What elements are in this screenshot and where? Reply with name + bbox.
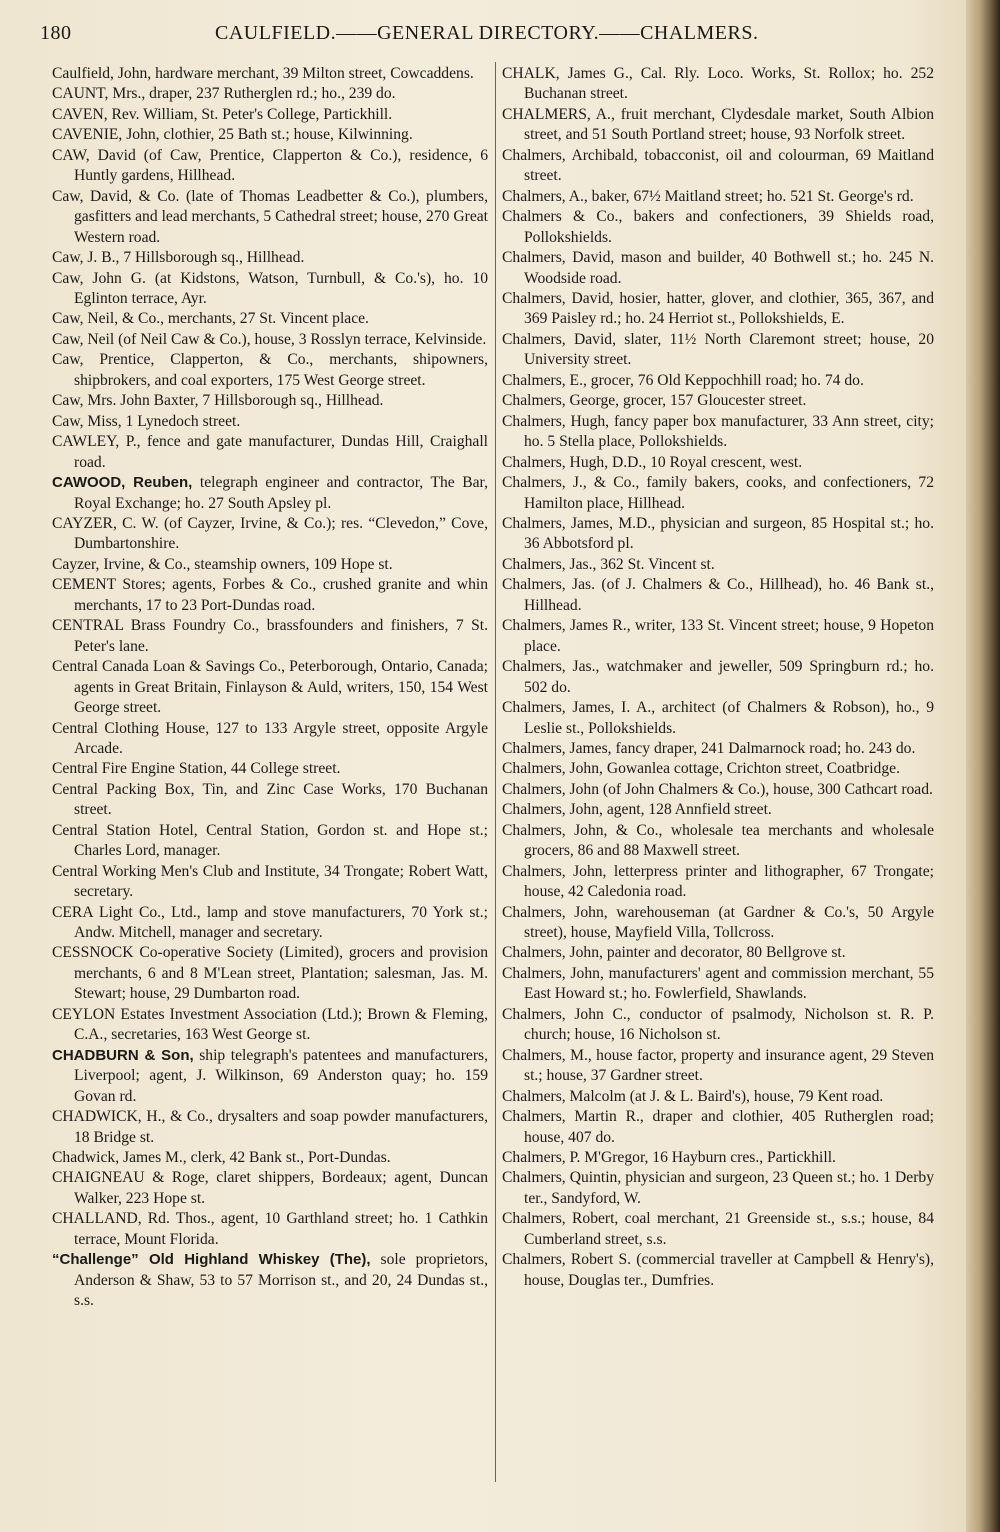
directory-entry	[502, 473, 934, 514]
entry-text: ship telegraph's patentees and manufacturers, Liverpool; agent, J. Wilkinson, 69 Anderston quay; ho. 159 Govan rd.	[74, 1046, 488, 1105]
entry-text: Central Canada Loan & Savings Co., Peterborough, Ontario, Canada; agents in Great Britain, Finlayson & Auld, writers, 150, 154 West George street.	[52, 658, 488, 717]
entry-text: Caw, Mrs. John Baxter, 7 Hillsborough sq., Hillhead.	[52, 392, 384, 410]
directory-entry	[502, 1107, 934, 1148]
entry-text: CERA Light Co., Ltd., lamp and stove manufacturers, 70 York st.; Andw. Mitchell, manager and secretary.	[52, 903, 488, 942]
directory-entry	[52, 555, 488, 575]
directory-entry	[52, 391, 488, 411]
directory-entry	[52, 1148, 488, 1168]
directory-entry	[52, 821, 488, 862]
entry-text: Caw, Prentice, Clapperton, & Co., merchants, shipowners, shipbrokers, and coal exporters, 175 West George street.	[52, 351, 488, 389]
directory-entry	[52, 412, 488, 432]
directory-entry	[52, 269, 488, 310]
left-column	[52, 64, 488, 1312]
entry-text: Chalmers, John, & Co., wholesale tea merchants and wholesale grocers, 86 and 88 Maxwell street.	[502, 821, 934, 860]
entry-text: Chalmers, James R., writer, 133 St. Vincent street; house, 9 Hopeton place.	[502, 617, 934, 655]
entry-text: Caw, J. B., 7 Hillsborough sq., Hillhead.	[52, 249, 305, 267]
directory-entry	[52, 473, 488, 514]
directory-entry	[52, 657, 488, 718]
directory-entry	[502, 1046, 934, 1087]
entry-text: Chalmers, John C., conductor of psalmody, Nicholson st. R. P. church; house, 16 Nicholson st.	[502, 1005, 934, 1044]
entry-text: Cayzer, Irvine, & Co., steamship owners, 109 Hope st.	[52, 555, 393, 573]
right-column	[502, 64, 934, 1291]
book-spine-shadow	[966, 0, 1000, 1532]
entry-text: Caw, David, & Co. (late of Thomas Leadbetter & Co.), plumbers, gasfitters and lead merchants, 5 Cathedral street; house, 270 Great Western road.	[52, 187, 488, 246]
entry-text: CENTRAL Brass Foundry Co., brassfounders and finishers, 7 St. Peter's lane.	[52, 617, 488, 655]
directory-entry	[502, 64, 934, 105]
entry-text: Chalmers, Malcolm (at J. & L. Baird's), house, 79 Kent road.	[502, 1087, 884, 1105]
entry-text: CAUNT, Mrs., draper, 237 Rutherglen rd.; ho., 239 do.	[52, 85, 396, 103]
directory-entry	[502, 862, 934, 903]
page-header	[40, 22, 960, 52]
directory-entry	[502, 800, 934, 820]
entry-text: Chalmers, Robert, coal merchant, 21 Greenside st., s.s.; house, 84 Cumberland street, s.s.	[502, 1210, 934, 1248]
entry-text: Chalmers, Jas., 362 St. Vincent st.	[502, 555, 715, 573]
entry-text: Chalmers, John, manufacturers' agent and commission merchant, 55 East Howard st.; ho. Fowlerfield, Shawlands.	[502, 964, 934, 1003]
directory-entry	[52, 719, 488, 760]
directory-entry	[502, 187, 934, 207]
entry-text: Chalmers, Robert S. (commercial traveller at Campbell & Henry's), house, Douglas ter., Dumfries.	[502, 1251, 934, 1289]
entry-text: CAYZER, C. W. (of Cayzer, Irvine, & Co.); res. “Clevedon,” Cove, Dumbartonshire.	[52, 514, 488, 553]
directory-entry	[502, 391, 934, 411]
directory-entry	[502, 453, 934, 473]
directory-entry	[502, 1087, 934, 1107]
entry-bold-name: “Challenge” Old Highland Whiskey (The),	[52, 1251, 371, 1269]
directory-entry	[52, 1107, 488, 1148]
directory-entry	[502, 657, 934, 698]
entry-text: sole proprietors, Anderson & Shaw, 53 to 57 Morrison st., and 20, 24 Dundas st., s.s.	[74, 1251, 488, 1310]
entry-text: Central Working Men's Club and Institute, 34 Trongate; Robert Watt, secretary.	[52, 862, 488, 901]
entry-text: Chalmers, James, I. A., architect (of Chalmers & Robson), ho., 9 Leslie st., Pollokshields.	[502, 699, 934, 737]
directory-entry	[52, 1005, 488, 1046]
directory-entry	[52, 248, 488, 268]
running-head: CAULFIELD.——GENERAL DIRECTORY.——CHALMERS.	[215, 22, 759, 44]
directory-entry	[502, 964, 934, 1005]
directory-entry	[52, 862, 488, 903]
directory-entry	[52, 146, 488, 187]
entry-text: Chalmers, John, letterpress printer and lithographer, 67 Trongate; house, 42 Caledonia road.	[502, 862, 934, 901]
directory-entry	[52, 187, 488, 248]
entry-text: Chalmers, James, fancy draper, 241 Dalmarnock road; ho. 243 do.	[502, 739, 916, 757]
entry-text: Chalmers, James, M.D., physician and surgeon, 85 Hospital st.; ho. 36 Abbotsford pl.	[502, 514, 934, 553]
entry-text: Caw, Miss, 1 Lynedoch street.	[52, 412, 241, 430]
directory-entry	[502, 555, 934, 575]
entry-text: Chalmers, John, painter and decorator, 80 Bellgrove st.	[502, 944, 846, 962]
entry-text: CAW, David (of Caw, Prentice, Clapperton & Co.), residence, 6 Huntly gardens, Hillhead.	[52, 146, 488, 185]
entry-text: Central Packing Box, Tin, and Zinc Case Works, 170 Buchanan street.	[52, 780, 488, 819]
page-number: 180	[40, 22, 72, 44]
directory-entry	[52, 1168, 488, 1209]
entry-text: Chalmers, Martin R., draper and clothier, 405 Rutherglen road; house, 407 do.	[502, 1108, 934, 1146]
directory-entry	[502, 1209, 934, 1250]
entry-text: Chalmers, Hugh, fancy paper box manufacturer, 33 Ann street, city; ho. 5 Stella place, Pollokshields.	[502, 412, 934, 451]
directory-entry	[502, 759, 934, 779]
entry-text: Chalmers, Quintin, physician and surgeon, 23 Queen st.; ho. 1 Derby ter., Sandyford, W.	[502, 1169, 934, 1207]
entry-text: Caw, John G. (at Kidstons, Watson, Turnbull, & Co.'s), ho. 10 Eglinton terrace, Ayr.	[52, 269, 488, 307]
directory-entry	[52, 1046, 488, 1107]
entry-text: CHALMERS, A., fruit merchant, Clydesdale market, South Albion street, and 51 South Portland street; house, 93 Norfolk street.	[502, 105, 934, 144]
entry-text: CHAIGNEAU & Roge, claret shippers, Bordeaux; agent, Duncan Walker, 223 Hope st.	[52, 1169, 488, 1207]
entry-text: Chalmers, E., grocer, 76 Old Keppochhill road; ho. 74 do.	[502, 371, 864, 389]
directory-entry	[52, 330, 488, 350]
directory-entry	[502, 412, 934, 453]
entry-text: Central Station Hotel, Central Station, Gordon st. and Hope st.; Charles Lord, manager.	[52, 821, 488, 860]
directory-entry	[502, 616, 934, 657]
directory-entry	[52, 1209, 488, 1250]
entry-text: CAVEN, Rev. William, St. Peter's College, Partickhill.	[52, 105, 393, 123]
directory-entry	[502, 207, 934, 248]
entry-text: Chalmers, John, warehouseman (at Gardner & Co.'s, 50 Argyle street), house, Mayfield Villa, Tollcross.	[502, 903, 934, 942]
entry-text: Chalmers, M., house factor, property and insurance agent, 29 Steven st.; house, 37 Gardner street.	[502, 1046, 934, 1085]
entry-text: Chalmers, John (of John Chalmers & Co.), house, 300 Cathcart road.	[502, 780, 933, 798]
directory-entry	[502, 1148, 934, 1168]
entry-text: Chalmers & Co., bakers and confectioners, 39 Shields road, Pollokshields.	[502, 208, 934, 246]
entry-text: telegraph engineer and contractor, The Bar, Royal Exchange; ho. 27 South Apsley pl.	[74, 474, 489, 512]
column-divider	[495, 62, 496, 1482]
entry-text: CEYLON Estates Investment Association (Ltd.); Brown & Fleming, C.A., secretaries, 163 West George st.	[52, 1005, 488, 1044]
entry-text: Chalmers, John, agent, 128 Annfield street.	[502, 801, 772, 819]
entry-text: CEMENT Stores; agents, Forbes & Co., crushed granite and whin merchants, 17 to 23 Port-Dundas road.	[52, 576, 488, 614]
entry-text: CAWLEY, P., fence and gate manufacturer, Dundas Hill, Craighall road.	[52, 433, 488, 471]
directory-entry	[502, 1005, 934, 1046]
directory-entry	[52, 125, 488, 145]
entry-text: Chalmers, J., & Co., family bakers, cooks, and confectioners, 72 Hamilton place, Hillhead.	[502, 474, 934, 512]
entry-text: Chadwick, James M., clerk, 42 Bank st., Port-Dundas.	[52, 1149, 391, 1167]
entry-text: CESSNOCK Co-operative Society (Limited), grocers and provision merchants, 6 and 8 M'Lean street, Plantation; salesman, Jas. M. Stewart; house, 29 Dumbarton road.	[52, 944, 488, 1003]
directory-entry	[52, 903, 488, 944]
entry-text: CHALK, James G., Cal. Rly. Loco. Works, St. Rollox; ho. 252 Buchanan street.	[502, 65, 934, 103]
entry-text: CHALLAND, Rd. Thos., agent, 10 Garthland street; ho. 1 Cathkin terrace, Mount Florida.	[52, 1210, 488, 1248]
directory-entry	[502, 739, 934, 759]
directory-entry	[502, 330, 934, 371]
entry-text: Chalmers, Jas., watchmaker and jeweller, 509 Springburn rd.; ho. 502 do.	[502, 658, 934, 696]
directory-entry	[502, 1250, 934, 1291]
entry-text: Central Clothing House, 127 to 133 Argyle street, opposite Argyle Arcade.	[52, 719, 488, 757]
directory-entry	[52, 759, 488, 779]
entry-text: Chalmers, John, Gowanlea cottage, Crichton street, Coatbridge.	[502, 760, 900, 778]
entry-text: Chalmers, David, mason and builder, 40 Bothwell st.; ho. 245 N. Woodside road.	[502, 249, 934, 287]
directory-entry	[52, 616, 488, 657]
directory-entry	[502, 698, 934, 739]
directory-entry	[502, 105, 934, 146]
directory-entry	[52, 84, 488, 104]
directory-entry	[52, 105, 488, 125]
directory-entry	[502, 146, 934, 187]
directory-entry	[52, 432, 488, 473]
directory-entry	[52, 575, 488, 616]
directory-entry	[52, 350, 488, 391]
directory-entry	[502, 371, 934, 391]
directory-entry	[502, 903, 934, 944]
directory-entry	[52, 309, 488, 329]
entry-bold-name: CAWOOD, Reuben,	[52, 474, 193, 492]
directory-entry	[502, 821, 934, 862]
directory-entry	[502, 780, 934, 800]
entry-text: Chalmers, A., baker, 67½ Maitland street; ho. 521 St. George's rd.	[502, 187, 914, 205]
entry-text: Chalmers, Archibald, tobacconist, oil and colourman, 69 Maitland street.	[502, 146, 934, 185]
entry-text: Caw, Neil, & Co., merchants, 27 St. Vincent place.	[52, 310, 369, 328]
directory-entry	[502, 248, 934, 289]
entry-text: Caulfield, John, hardware merchant, 39 Milton street, Cowcaddens.	[52, 65, 474, 82]
directory-entry	[502, 943, 934, 963]
entry-text: Chalmers, P. M'Gregor, 16 Hayburn cres., Partickhill.	[502, 1149, 836, 1167]
entry-text: CHADWICK, H., & Co., drysalters and soap powder manufacturers, 18 Bridge st.	[52, 1108, 488, 1146]
directory-entry	[52, 514, 488, 555]
entry-text: Chalmers, George, grocer, 157 Gloucester street.	[502, 392, 807, 410]
directory-entry	[502, 289, 934, 330]
entry-text: Chalmers, David, slater, 11½ North Claremont street; house, 20 University street.	[502, 330, 934, 369]
entry-text: Chalmers, Hugh, D.D., 10 Royal crescent, west.	[502, 453, 803, 471]
entry-text: Central Fire Engine Station, 44 College street.	[52, 760, 341, 778]
directory-entry	[52, 64, 488, 84]
directory-entry	[502, 514, 934, 555]
entry-text: Chalmers, David, hosier, hatter, glover, and clothier, 365, 367, and 369 Paisley rd.; ho. 24 Herriot st., Pollokshields, E.	[502, 289, 934, 328]
directory-entry	[502, 1168, 934, 1209]
entry-text: Chalmers, Jas. (of J. Chalmers & Co., Hillhead), ho. 46 Bank st., Hillhead.	[502, 576, 934, 614]
entry-bold-name: CHADBURN & Son,	[52, 1046, 194, 1064]
entry-text: Caw, Neil (of Neil Caw & Co.), house, 3 Rosslyn terrace, Kelvinside.	[52, 330, 487, 348]
directory-entry	[52, 780, 488, 821]
directory-entry	[502, 575, 934, 616]
directory-entry	[52, 943, 488, 1004]
entry-text: CAVENIE, John, clothier, 25 Bath st.; house, Kilwinning.	[52, 126, 413, 144]
directory-entry	[52, 1250, 488, 1311]
